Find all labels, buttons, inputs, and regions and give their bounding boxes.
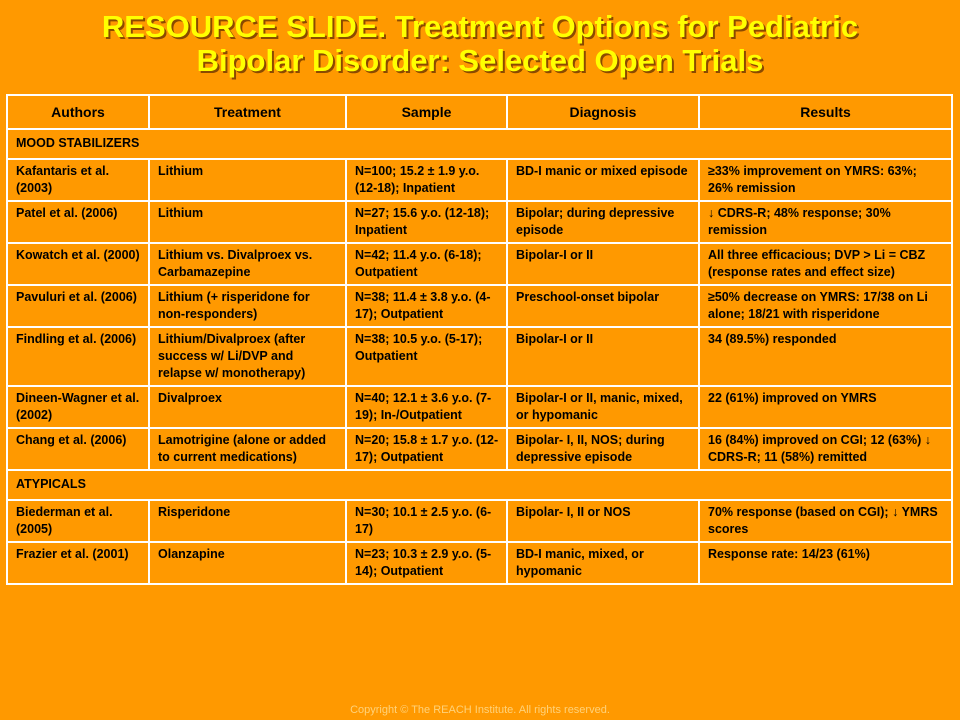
copyright-footer: Copyright © The REACH Institute. All rights reserved. [350, 704, 610, 716]
table-body [7, 129, 952, 584]
cell-sample: N=38; 11.4 ± 3.8 y.o. (4-17); Outpatient [346, 285, 507, 327]
cell-diagnosis: Bipolar-I or II [507, 243, 699, 285]
slide-title-line-1: RESOURCE SLIDE. Treatment Options for Pediatric [101, 9, 859, 44]
cell-sample: N=42; 11.4 y.o. (6-18); Outpatient [346, 243, 507, 285]
cell-results: ≥50% decrease on YMRS: 17/38 on Li alone; 18/21 with risperidone [699, 285, 952, 327]
column-header-sample: Sample [346, 95, 507, 129]
table-row [7, 243, 952, 285]
cell-results: Response rate: 14/23 (61%) [699, 542, 952, 584]
slide-title [0, 10, 960, 78]
cell-authors: Chang et al. (2006) [7, 428, 149, 470]
cell-sample: N=23; 10.3 ± 2.9 y.o. (5-14); Outpatient [346, 542, 507, 584]
cell-authors: Kafantaris et al. (2003) [7, 159, 149, 201]
cell-diagnosis: BD-I manic, mixed, or hypomanic [507, 542, 699, 584]
cell-results: 22 (61%) improved on YMRS [699, 386, 952, 428]
cell-sample: N=30; 10.1 ± 2.5 y.o. (6-17) [346, 500, 507, 542]
cell-treatment: Lithium vs. Divalproex vs. Carbamazepine [149, 243, 346, 285]
cell-sample: N=100; 15.2 ± 1.9 y.o. (12-18); Inpatient [346, 159, 507, 201]
column-header-diagnosis: Diagnosis [507, 95, 699, 129]
cell-results: ↓ CDRS-R; 48% response; 30% remission [699, 201, 952, 243]
section-row [7, 129, 952, 159]
cell-diagnosis: BD-I manic or mixed episode [507, 159, 699, 201]
table-row [7, 500, 952, 542]
section-label: ATYPICALS [7, 470, 952, 500]
cell-authors: Biederman et al. (2005) [7, 500, 149, 542]
cell-authors: Findling et al. (2006) [7, 327, 149, 386]
cell-results: ≥33% improvement on YMRS: 63%; 26% remission [699, 159, 952, 201]
cell-results: 34 (89.5%) responded [699, 327, 952, 386]
slide-title-line-2: Bipolar Disorder: Selected Open Trials [196, 43, 764, 78]
cell-treatment: Lamotrigine (alone or added to current medications) [149, 428, 346, 470]
cell-treatment: Lithium [149, 201, 346, 243]
cell-diagnosis: Preschool-onset bipolar [507, 285, 699, 327]
cell-authors: Pavuluri et al. (2006) [7, 285, 149, 327]
cell-sample: N=38; 10.5 y.o. (5-17); Outpatient [346, 327, 507, 386]
cell-diagnosis: Bipolar-I or II [507, 327, 699, 386]
cell-treatment: Lithium (+ risperidone for non-responders) [149, 285, 346, 327]
cell-sample: N=20; 15.8 ± 1.7 y.o. (12-17); Outpatient [346, 428, 507, 470]
trials-table [6, 94, 953, 585]
cell-results: All three efficacious; DVP > Li = CBZ (response rates and effect size) [699, 243, 952, 285]
cell-results: 70% response (based on CGI); ↓ YMRS scores [699, 500, 952, 542]
column-header-results: Results [699, 95, 952, 129]
cell-diagnosis: Bipolar- I, II, NOS; during depressive episode [507, 428, 699, 470]
table-row [7, 386, 952, 428]
column-header-authors: Authors [7, 95, 149, 129]
cell-diagnosis: Bipolar- I, II or NOS [507, 500, 699, 542]
cell-treatment: Olanzapine [149, 542, 346, 584]
section-row [7, 470, 952, 500]
cell-diagnosis: Bipolar; during depressive episode [507, 201, 699, 243]
table-row [7, 285, 952, 327]
cell-authors: Dineen-Wagner et al. (2002) [7, 386, 149, 428]
cell-diagnosis: Bipolar-I or II, manic, mixed, or hypomanic [507, 386, 699, 428]
cell-sample: N=27; 15.6 y.o. (12-18); Inpatient [346, 201, 507, 243]
cell-sample: N=40; 12.1 ± 3.6 y.o. (7-19); In-/Outpatient [346, 386, 507, 428]
section-label: MOOD STABILIZERS [7, 129, 952, 159]
cell-results: 16 (84%) improved on CGI; 12 (63%) ↓ CDRS-R; 11 (58%) remitted [699, 428, 952, 470]
table-header [7, 95, 952, 129]
table-row [7, 159, 952, 201]
cell-treatment: Lithium [149, 159, 346, 201]
cell-treatment: Divalproex [149, 386, 346, 428]
cell-treatment: Lithium/Divalproex (after success w/ Li/DVP and relapse w/ monotherapy) [149, 327, 346, 386]
cell-authors: Patel et al. (2006) [7, 201, 149, 243]
trials-table-container [6, 94, 951, 585]
cell-authors: Kowatch et al. (2000) [7, 243, 149, 285]
table-row [7, 327, 952, 386]
table-row [7, 428, 952, 470]
column-header-treatment: Treatment [149, 95, 346, 129]
table-row [7, 201, 952, 243]
cell-authors: Frazier et al. (2001) [7, 542, 149, 584]
cell-treatment: Risperidone [149, 500, 346, 542]
table-row [7, 542, 952, 584]
table-header-row [7, 95, 952, 129]
